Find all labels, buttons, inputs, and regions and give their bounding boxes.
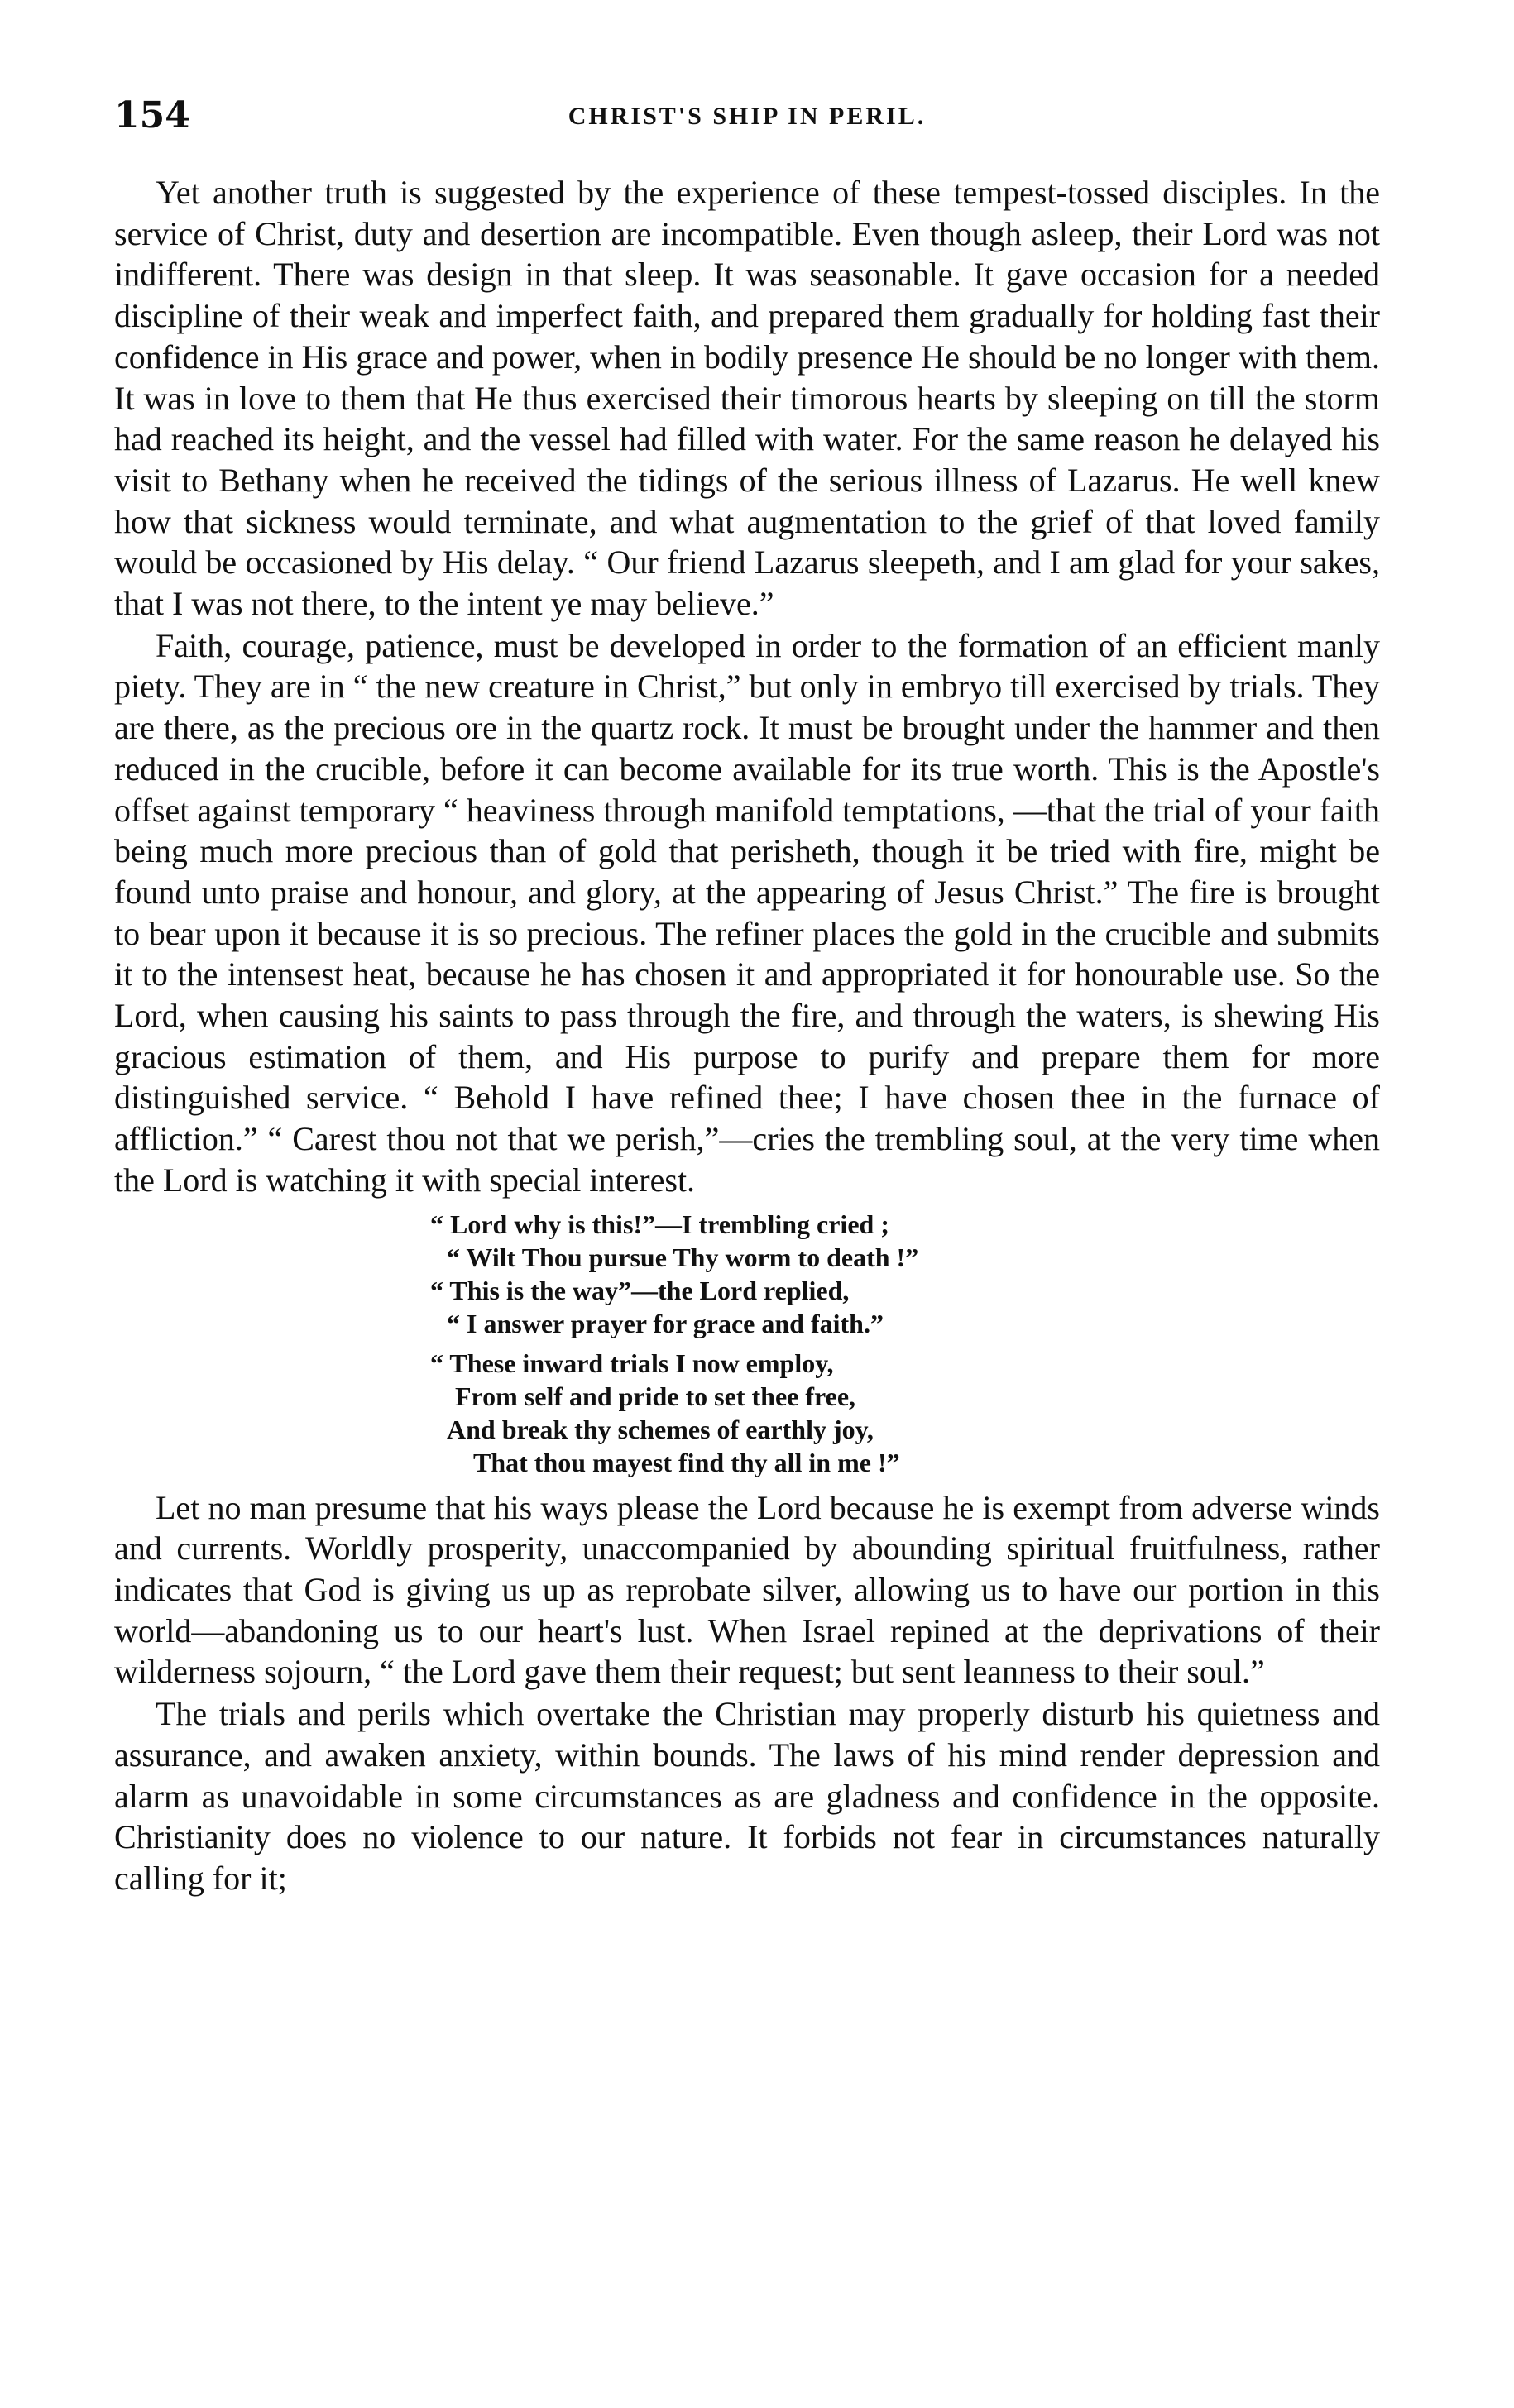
- running-title: CHRIST'S SHIP IN PERIL.: [568, 103, 927, 130]
- poem-line: From self and pride to set thee free,: [455, 1381, 856, 1411]
- poem-line: “ These inward trials I now employ,: [430, 1348, 834, 1378]
- paragraph-2: Faith, courage, patience, must be developed in order to the formation of an efficient manly piety. They are in “ the new creature in Christ,” but only in embryo till exercised by trials. They are there, as the precious ore in the quartz rock. It must be brought under the hammer and then reduced in the crucible, before it can become available for its true worth. This is the Apostle's offset against temporary “ heaviness through manifold temptations, —that the trial of your faith being much more precious than of gold that perisheth, though it be tried with fire, might be found unto praise and honour, and glory, at the appearing of Jesus Christ.” The fire is brought to bear upon it because it is so precious. The refiner places the gold in the crucible and submits it to the intensest heat, because he has chosen it and appropriated it for honourable use. So the Lord, when causing his saints to pass through the fire, and through the waters, is shewing His gracious estimation of them, and His purpose to purify and prepare them for more distinguished service. “ Behold I have refined thee; I have chosen thee in the furnace of affliction.” “ Carest thou not that we perish,”—cries the trembling soul, at the very time when the Lord is watching it with special interest.: [114, 626, 1380, 1199]
- page-number: 154: [114, 94, 190, 136]
- poem-line: “ This is the way”—the Lord replied,: [430, 1275, 850, 1305]
- poem-line: “ I answer prayer for grace and faith.”: [447, 1308, 884, 1338]
- running-head: [114, 91, 1380, 141]
- body-text: [114, 172, 1380, 1899]
- poem-line: “ Wilt Thou pursue Thy worm to death !”: [447, 1242, 919, 1272]
- poem-line: And break thy schemes of earthly joy,: [447, 1414, 874, 1444]
- paragraph-4: The trials and perils which overtake the Christian may properly disturb his quietness and assurance, and awaken anxiety, within bounds. The laws of his mind render depression and alarm as unavoidable in some circumstances as are gladness and confidence in the opposite. Christianity does no violence to our nature. It forbids not fear in circumstances naturally calling for it;: [114, 1695, 1380, 1897]
- paragraph-1: Yet another truth is suggested by the experience of these tempest-tossed disciples. In the service of Christ, duty and desertion are incompatible. Even though asleep, their Lord was not indifferent. There was design in that sleep. It was seasonable. It gave occasion for a needed discipline of their weak and imperfect faith, and prepared them gradually for holding fast their confidence in His grace and power, when in bodily presence He should be no longer with them. It was in love to them that He thus exercised their timorous hearts by sleeping on till the storm had reached its height, and the vessel had filled with water. For the same reason he delayed his visit to Bethany when he received the tidings of the serious illness of Lazarus. He well knew how that sickness would terminate, and what augmentation to the grief of that loved family would be occasioned by His delay. “ Our friend Lazarus sleepeth, and I am glad for your sakes, that I was not there, to the intent ye may believe.”: [114, 174, 1380, 623]
- poem-stanza-2: [430, 1347, 1380, 1479]
- poem-stanza-1: [430, 1208, 1380, 1340]
- poem-line: “ Lord why is this!”—I trembling cried ;: [430, 1209, 889, 1239]
- poem-line: That thou mayest find thy all in me !”: [473, 1447, 900, 1477]
- poem-quotation: [114, 1208, 1380, 1479]
- paragraph-3: Let no man presume that his ways please the Lord because he is exempt from adverse winds and currents. Worldly prosperity, unaccompanied by abounding spiritual fruitfulness, rather indicates that God is giving us up as reprobate silver, allowing us to have our portion in this world—abandoning us to our heart's lust. When Israel repined at the deprivations of their wilderness sojourn, “ the Lord gave them their request; but sent leanness to their soul.”: [114, 1488, 1380, 1691]
